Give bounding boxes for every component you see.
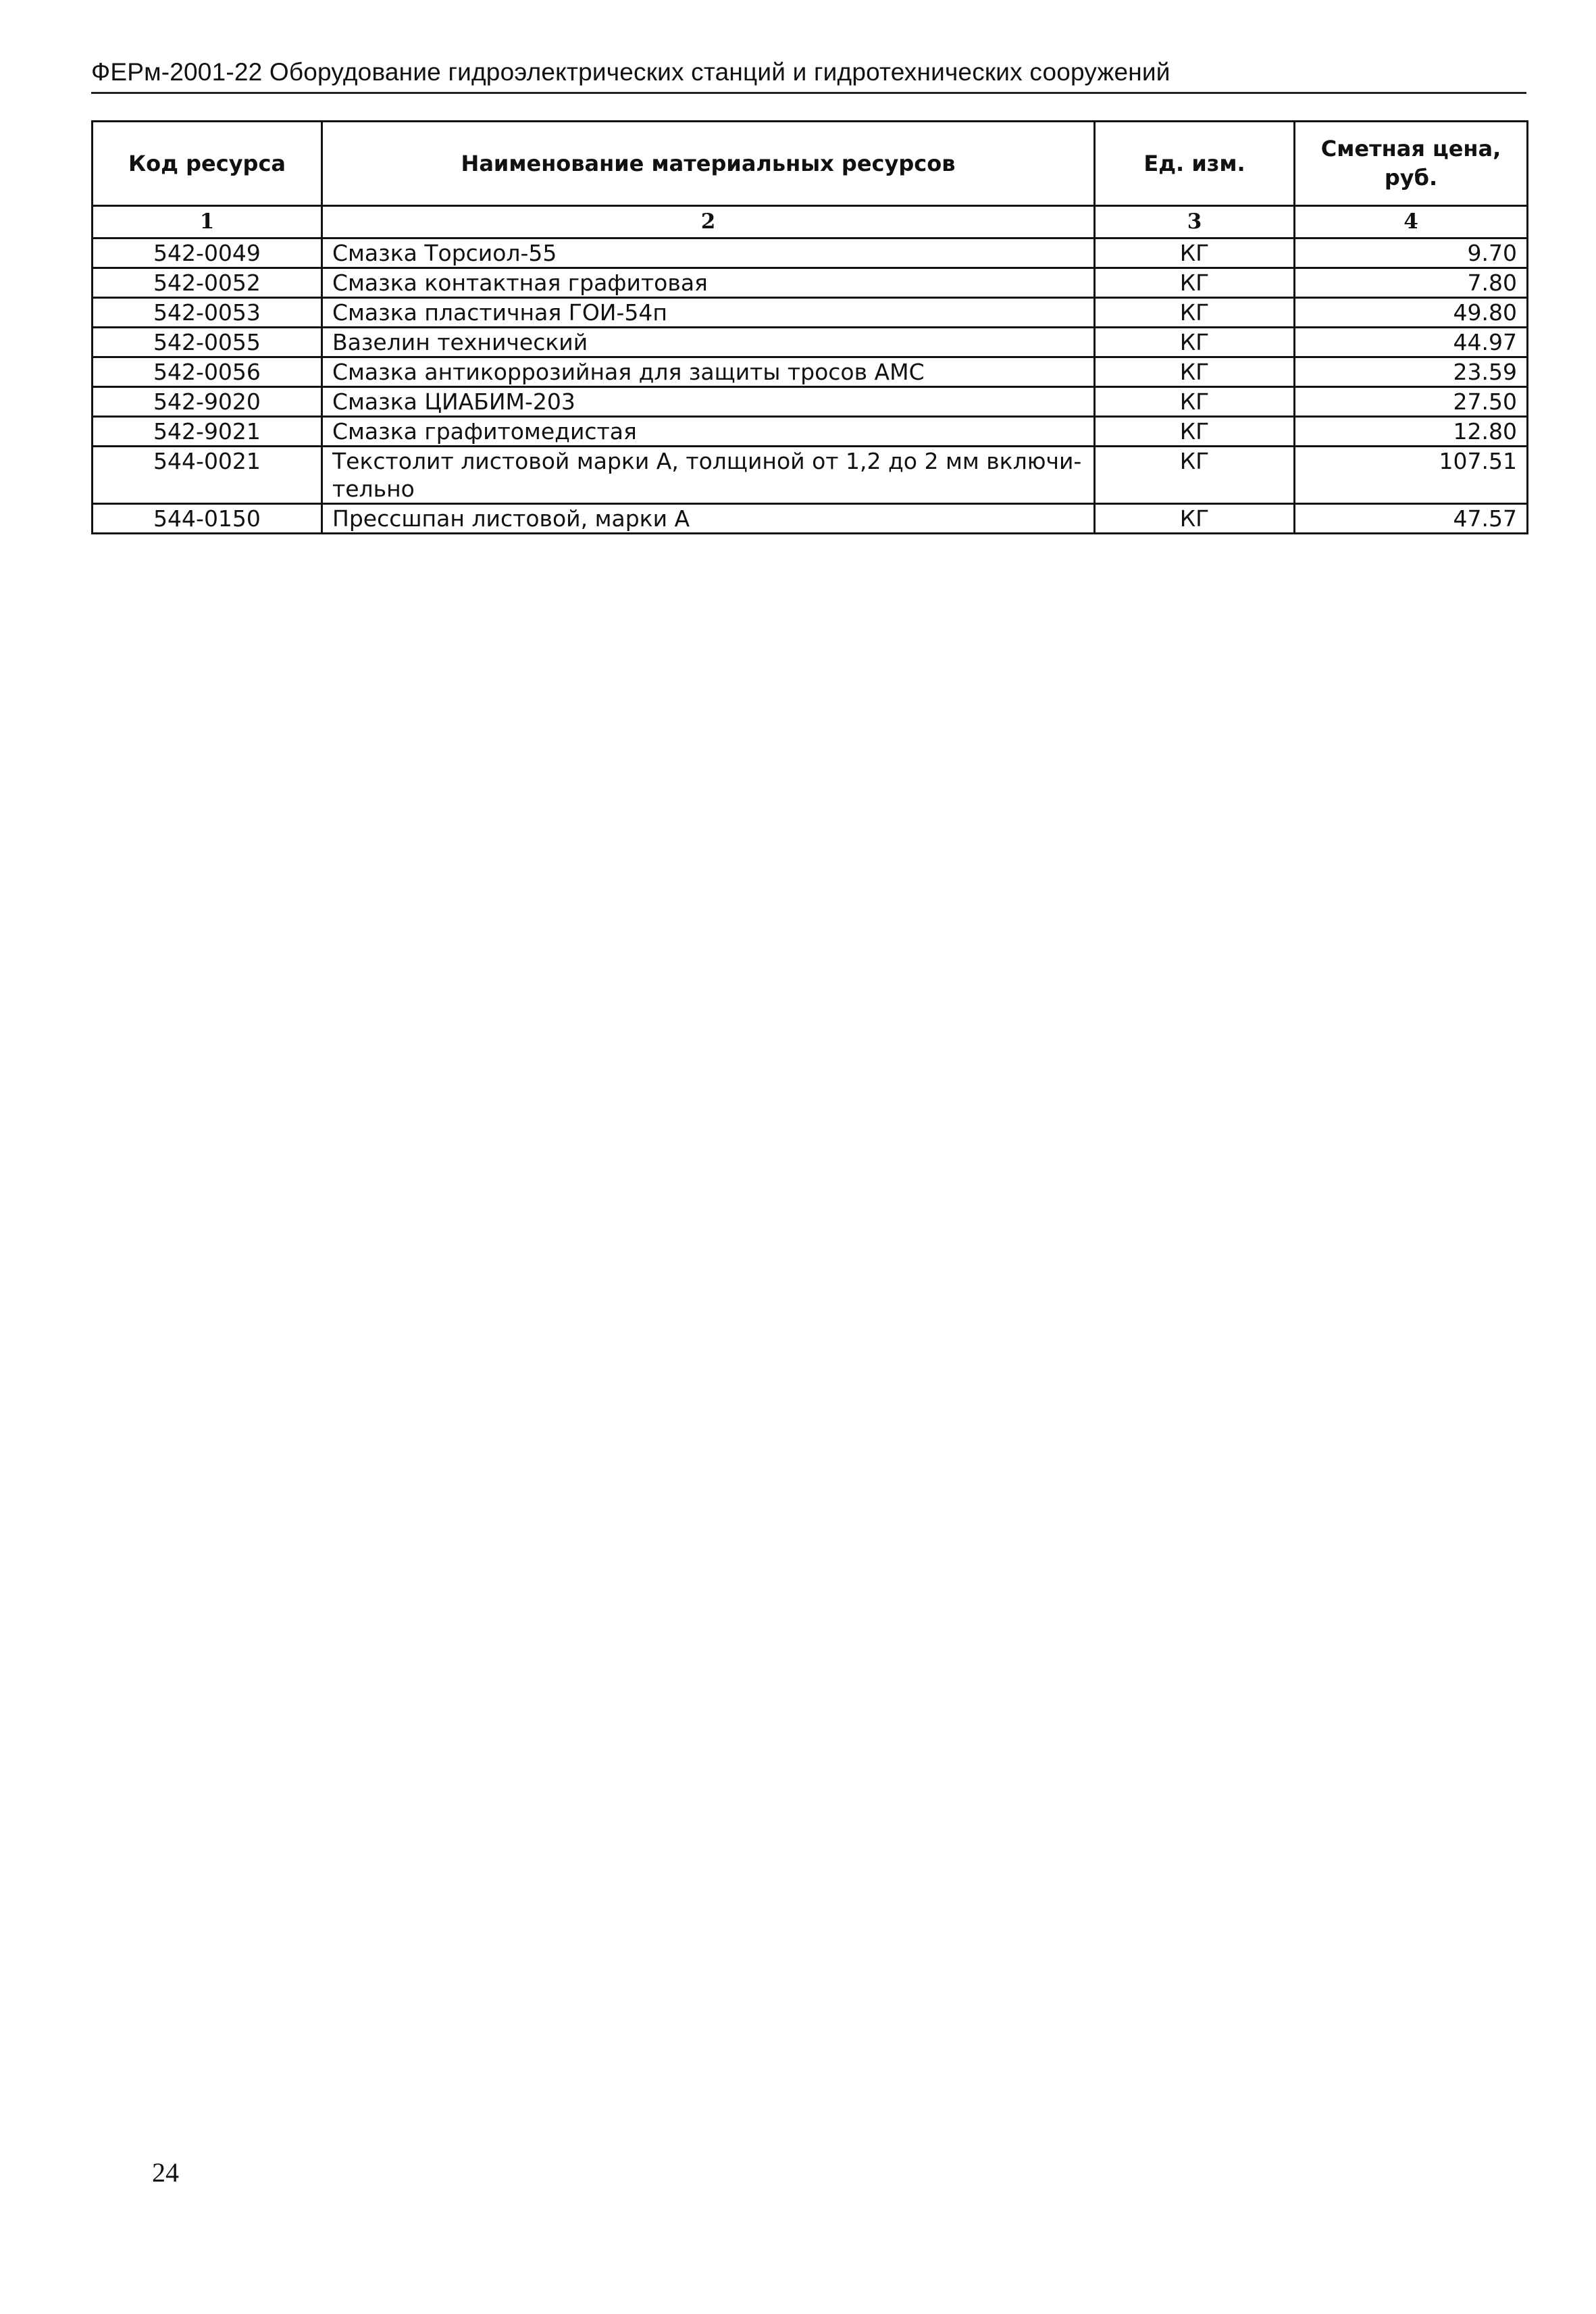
cell-price: 7.80 [1295,268,1528,298]
cell-name: Текстолит листовой марки А, толщиной от 1,2 до 2 мм включи-тельно [322,447,1095,504]
cell-name: Смазка пластичная ГОИ-54п [322,298,1095,328]
cell-price: 44.97 [1295,328,1528,357]
cell-name: Смазка графитомедистая [322,417,1095,447]
cell-code: 542-0049 [93,238,322,268]
table-header-row [93,122,1528,206]
cell-price: 9.70 [1295,238,1528,268]
table-row [93,268,1528,298]
page-number: 24 [152,2157,179,2188]
cell-name: Смазка контактная графитовая [322,268,1095,298]
cell-unit: КГ [1095,417,1295,447]
cell-name: Вазелин технический [322,328,1095,357]
column-number: 3 [1095,206,1295,238]
cell-unit: КГ [1095,268,1295,298]
column-number: 4 [1295,206,1528,238]
cell-price: 27.50 [1295,387,1528,417]
table-row [93,387,1528,417]
column-number: 2 [322,206,1095,238]
table-row [93,504,1528,534]
cell-price: 107.51 [1295,447,1528,504]
cell-unit: КГ [1095,238,1295,268]
column-number-row [93,206,1528,238]
materials-table [91,120,1528,534]
cell-code: 544-0150 [93,504,322,534]
cell-price: 23.59 [1295,357,1528,387]
table-row [93,447,1528,504]
column-header-code: Код ресурса [93,122,322,206]
cell-code: 542-9020 [93,387,322,417]
running-header: ФЕРм-2001-22 Оборудование гидроэлектрических станций и гидротехнических сооружений [91,58,1526,94]
cell-price: 12.80 [1295,417,1528,447]
cell-code: 542-0052 [93,268,322,298]
cell-code: 542-0055 [93,328,322,357]
cell-unit: КГ [1095,447,1295,504]
cell-price: 47.57 [1295,504,1528,534]
cell-unit: КГ [1095,328,1295,357]
cell-price: 49.80 [1295,298,1528,328]
cell-name: Смазка антикоррозийная для защиты тросов АМС [322,357,1095,387]
column-header-price: Сметная цена, руб. [1295,122,1528,206]
cell-name: Прессшпан листовой, марки А [322,504,1095,534]
table-row [93,238,1528,268]
cell-name: Смазка Торсиол-55 [322,238,1095,268]
cell-unit: КГ [1095,387,1295,417]
column-header-name: Наименование материальных ресурсов [322,122,1095,206]
table-row [93,357,1528,387]
cell-code: 542-9021 [93,417,322,447]
column-number: 1 [93,206,322,238]
cell-code: 542-0053 [93,298,322,328]
table-row [93,298,1528,328]
table-row [93,417,1528,447]
column-header-unit: Ед. изм. [1095,122,1295,206]
cell-name: Смазка ЦИАБИМ-203 [322,387,1095,417]
cell-unit: КГ [1095,298,1295,328]
cell-code: 542-0056 [93,357,322,387]
cell-unit: КГ [1095,504,1295,534]
cell-code: 544-0021 [93,447,322,504]
cell-unit: КГ [1095,357,1295,387]
table-row [93,328,1528,357]
